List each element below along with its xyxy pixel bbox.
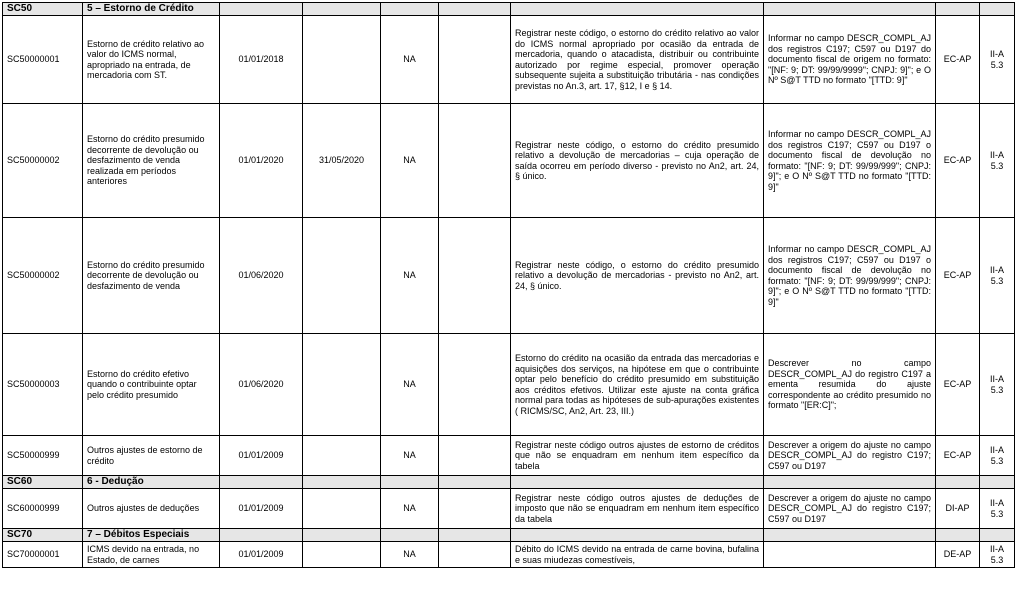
empty-cell <box>764 476 936 489</box>
reference-cell: II-A 5.3 <box>980 489 1015 529</box>
empty-cell <box>511 529 764 542</box>
section-header-row <box>3 3 1015 16</box>
end-date-cell <box>303 334 381 436</box>
usage-note-cell: Registrar neste código, o estorno do crédito presumido relativo a devolução de mercadorias - previsto no An2, art. 24, § único. <box>511 218 764 334</box>
empty-cell <box>439 436 511 476</box>
empty-cell <box>936 476 980 489</box>
na-cell: NA <box>381 104 439 218</box>
code-cell: SC50000001 <box>3 16 83 104</box>
reference-cell: II-A 5.3 <box>980 218 1015 334</box>
empty-cell <box>764 529 936 542</box>
code-cell: SC70000001 <box>3 542 83 568</box>
empty-cell <box>303 3 381 16</box>
empty-cell <box>936 3 980 16</box>
empty-cell <box>220 529 303 542</box>
empty-cell <box>220 476 303 489</box>
reference-cell: II-A 5.3 <box>980 436 1015 476</box>
table-body <box>3 3 1015 568</box>
type-cell: DI-AP <box>936 489 980 529</box>
na-cell: NA <box>381 542 439 568</box>
end-date-cell <box>303 218 381 334</box>
empty-cell <box>936 529 980 542</box>
code-cell: SC60000999 <box>3 489 83 529</box>
type-cell: EC-AP <box>936 334 980 436</box>
description-cell: Estorno do crédito presumido decorrente de devolução ou desfazimento de venda realizada em períodos anteriores <box>83 104 220 218</box>
end-date-cell <box>303 16 381 104</box>
type-cell: EC-AP <box>936 436 980 476</box>
start-date-cell: 01/06/2020 <box>220 218 303 334</box>
section-title: 5 – Estorno de Crédito <box>83 3 220 16</box>
fill-instruction-cell <box>764 542 936 568</box>
start-date-cell: 01/01/2018 <box>220 16 303 104</box>
reference-cell: II-A 5.3 <box>980 104 1015 218</box>
type-cell: DE-AP <box>936 542 980 568</box>
section-header-row <box>3 476 1015 489</box>
empty-cell <box>439 476 511 489</box>
description-cell: Estorno de crédito relativo ao valor do ICMS normal, apropriado na entrada, de mercadoria com ST. <box>83 16 220 104</box>
na-cell: NA <box>381 436 439 476</box>
empty-cell <box>220 3 303 16</box>
table-row <box>3 436 1015 476</box>
empty-cell <box>303 529 381 542</box>
fill-instruction-cell: Informar no campo DESCR_COMPL_AJ dos registros C197; C597 ou D197 o documento fiscal de devolução no formato: "[NF: 9; DT: 99/99/999"; CNPJ: 9]"; e O Nº S@T TTD no formato "[TTD: 9]" <box>764 104 936 218</box>
usage-note-cell: Registrar neste código, o estorno do crédito presumido relativo a devolução de mercadorias – cuja operação de saída ocorreu em período diverso - previsto no An2, art. 24, § único. <box>511 104 764 218</box>
empty-cell <box>439 16 511 104</box>
table-row <box>3 218 1015 334</box>
section-code: SC50 <box>3 3 83 16</box>
adjustment-codes-table <box>2 2 1015 568</box>
table-row <box>3 104 1015 218</box>
table-row <box>3 489 1015 529</box>
section-code: SC60 <box>3 476 83 489</box>
na-cell: NA <box>381 489 439 529</box>
start-date-cell: 01/01/2020 <box>220 104 303 218</box>
end-date-cell <box>303 489 381 529</box>
reference-cell: II-A 5.3 <box>980 334 1015 436</box>
fill-instruction-cell: Descrever a origem do ajuste no campo DESCR_COMPL_AJ do registro C197; C597 ou D197 <box>764 436 936 476</box>
usage-note-cell: Débito do ICMS devido na entrada de carne bovina, bufalina e suas miudezas comestíveis, <box>511 542 764 568</box>
code-cell: SC50000002 <box>3 218 83 334</box>
empty-cell <box>381 529 439 542</box>
description-cell: Outros ajustes de deduções <box>83 489 220 529</box>
empty-cell <box>511 476 764 489</box>
empty-cell <box>439 529 511 542</box>
type-cell: EC-AP <box>936 16 980 104</box>
usage-note-cell: Registrar neste código, o estorno do crédito relativo ao valor do ICMS normal apropriado por ocasião da entrada de mercadoria, quando o atacadista, distribuir ou contribuinte autorizado por regime especial, promover operação subsequente sujeita a substituição tributária - nas condições previstas no An.3, art. 17, §12, I e § 14. <box>511 16 764 104</box>
table-row <box>3 16 1015 104</box>
na-cell: NA <box>381 218 439 334</box>
empty-cell <box>439 334 511 436</box>
fill-instruction-cell: Descrever a origem do ajuste no campo DESCR_COMPL_AJ do registro C197; C597 ou D197 <box>764 489 936 529</box>
description-cell: Outros ajustes de estorno de crédito <box>83 436 220 476</box>
start-date-cell: 01/01/2009 <box>220 542 303 568</box>
usage-note-cell: Estorno do crédito na ocasião da entrada das mercadorias e aquisições dos serviços, na hipótese em que o contribuinte optar pelo benefício do crédito presumido em substituição aos créditos efetivos. Utilizar este ajuste na conta gráfica normal para todas as hipóteses de sub-apurações existentes ( RICMS/SC, An2, Art. 23, III.) <box>511 334 764 436</box>
empty-cell <box>980 529 1015 542</box>
empty-cell <box>439 542 511 568</box>
empty-cell <box>303 476 381 489</box>
code-cell: SC50000999 <box>3 436 83 476</box>
empty-cell <box>439 489 511 529</box>
table-row <box>3 334 1015 436</box>
section-title: 6 - Dedução <box>83 476 220 489</box>
section-title: 7 – Débitos Especiais <box>83 529 220 542</box>
type-cell: EC-AP <box>936 218 980 334</box>
start-date-cell: 01/01/2009 <box>220 489 303 529</box>
empty-cell <box>764 3 936 16</box>
end-date-cell <box>303 542 381 568</box>
start-date-cell: 01/01/2009 <box>220 436 303 476</box>
empty-cell <box>439 3 511 16</box>
empty-cell <box>381 476 439 489</box>
empty-cell <box>439 218 511 334</box>
description-cell: Estorno do crédito efetivo quando o contribuinte optar pelo crédito presumido <box>83 334 220 436</box>
na-cell: NA <box>381 334 439 436</box>
description-cell: Estorno do crédito presumido decorrente de devolução ou desfazimento de venda <box>83 218 220 334</box>
description-cell: ICMS devido na entrada, no Estado, de carnes <box>83 542 220 568</box>
empty-cell <box>511 3 764 16</box>
section-header-row <box>3 529 1015 542</box>
code-cell: SC50000002 <box>3 104 83 218</box>
end-date-cell <box>303 436 381 476</box>
reference-cell: II-A 5.3 <box>980 542 1015 568</box>
end-date-cell: 31/05/2020 <box>303 104 381 218</box>
section-code: SC70 <box>3 529 83 542</box>
fill-instruction-cell: Informar no campo DESCR_COMPL_AJ dos registros C197; C597 ou D197 o documento fiscal de devolução no formato: "[NF: 9; DT: 99/99/999"; CNPJ: 9]"; e O Nº S@T TTD no formato "[TTD: 9]" <box>764 218 936 334</box>
code-cell: SC50000003 <box>3 334 83 436</box>
fill-instruction-cell: Informar no campo DESCR_COMPL_AJ dos registros C197; C597 ou D197 do documento fiscal de origem no formato: "[NF: 9; DT: 99/99/9999"; CNPJ: 9]"; e O Nº S@T TTD no formato "[TTD: 9]" <box>764 16 936 104</box>
start-date-cell: 01/06/2020 <box>220 334 303 436</box>
usage-note-cell: Registrar neste código outros ajustes de estorno de créditos que não se enquadram em nenhum item específico da tabela <box>511 436 764 476</box>
empty-cell <box>439 104 511 218</box>
reference-cell: II-A 5.3 <box>980 16 1015 104</box>
empty-cell <box>980 3 1015 16</box>
usage-note-cell: Registrar neste código outros ajustes de deduções de imposto que não se enquadram em nenhum item específico da tabela <box>511 489 764 529</box>
na-cell: NA <box>381 16 439 104</box>
empty-cell <box>381 3 439 16</box>
table-row <box>3 542 1015 568</box>
type-cell: EC-AP <box>936 104 980 218</box>
empty-cell <box>980 476 1015 489</box>
fill-instruction-cell: Descrever no campo DESCR_COMPL_AJ do registro C197 a ementa resumida do ajuste correspondente ao crédito presumido no formato "[ER:C]"; <box>764 334 936 436</box>
